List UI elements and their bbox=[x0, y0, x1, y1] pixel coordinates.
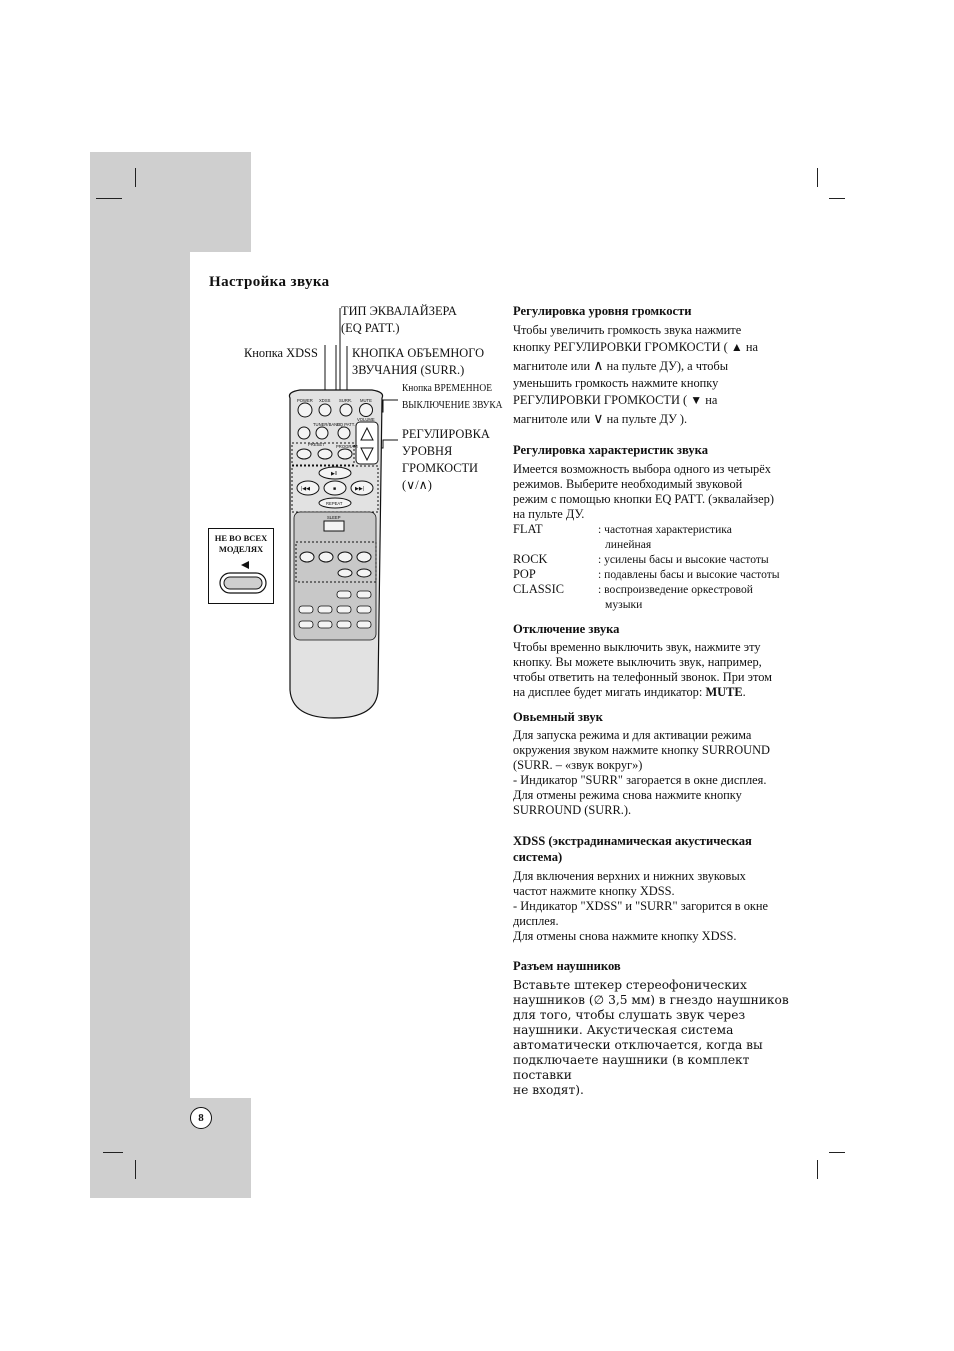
paragraph-line: Чтобы увеличить громкость звука нажмите bbox=[513, 323, 742, 337]
eq-mode-name: POP bbox=[513, 567, 536, 581]
paragraph-line: - Индикатор "SURR" загорается в окне дисплея. bbox=[513, 773, 767, 787]
crop-mark bbox=[135, 168, 136, 187]
paragraph-line: Для отмены режима снова нажмите кнопку bbox=[513, 788, 742, 802]
paragraph-line: автоматически отключается, когда вы bbox=[513, 1038, 763, 1052]
number-button bbox=[357, 606, 371, 613]
section-heading-cont: система) bbox=[513, 850, 563, 864]
svg-text:|◀◀: |◀◀ bbox=[301, 486, 310, 492]
side-band-bottom bbox=[90, 1098, 251, 1198]
section-heading: Регулировка характеристик звука bbox=[513, 443, 708, 457]
paragraph-line: кнопку. Вы можете выключить звук, например, bbox=[513, 655, 762, 669]
tape-button bbox=[338, 569, 352, 577]
sleep-button bbox=[324, 521, 344, 531]
triangle-down-filled-icon: ▼ bbox=[690, 393, 703, 407]
not-all-models-note bbox=[208, 528, 274, 604]
surr-label: SURR. bbox=[339, 398, 353, 403]
paragraph-text: РЕГУЛИРОВКИ ГРОМКОСТИ ( bbox=[513, 393, 688, 407]
page-number: 8 bbox=[190, 1107, 212, 1129]
section-eq bbox=[513, 442, 803, 612]
paragraph-line: не входят). bbox=[513, 1083, 584, 1097]
tape-button bbox=[338, 552, 352, 562]
mute-indicator-text: MUTE bbox=[705, 685, 743, 699]
eq-mode-row bbox=[513, 567, 803, 582]
paragraph-line: подключаете наушники (в комплект поставки bbox=[513, 1053, 750, 1082]
xdss-callout: Кнопка XDSS bbox=[244, 346, 318, 360]
volume-label: VOLUME bbox=[357, 417, 375, 422]
eq-mode-name: FLAT bbox=[513, 522, 543, 536]
volume-callout-1: РЕГУЛИРОВКА bbox=[402, 427, 490, 441]
tuner-band-label: TUNER/BAND bbox=[313, 422, 341, 427]
paragraph-text: на bbox=[705, 393, 718, 407]
note-line-1: НЕ ВО ВСЕХ bbox=[214, 533, 268, 543]
paragraph-line: дисплея. bbox=[513, 914, 559, 928]
paragraph-text: магнитоле или bbox=[513, 359, 591, 373]
caret-down-icon: ∨ bbox=[593, 412, 604, 427]
crop-mark bbox=[829, 1152, 845, 1153]
number-button bbox=[299, 621, 313, 628]
xdss-button bbox=[319, 404, 331, 416]
mute-callout-2: ВЫКЛЮЧЕНИЕ ЗВУКА bbox=[402, 399, 503, 411]
eq-mode-desc-cont: музыки bbox=[605, 598, 643, 611]
eq-mode-row bbox=[513, 582, 803, 612]
left-arrow-icon bbox=[241, 561, 249, 569]
crop-mark bbox=[817, 168, 818, 187]
paragraph-text: кнопку РЕГУЛИРОВКИ ГРОМКОСТИ ( bbox=[513, 340, 728, 354]
tape-button bbox=[357, 569, 371, 577]
number-button bbox=[318, 621, 332, 628]
crop-mark bbox=[817, 1160, 818, 1179]
paragraph-line: Для запуска режима и для активации режима bbox=[513, 728, 752, 742]
program-label: PROGRAM bbox=[336, 444, 358, 449]
number-button bbox=[318, 606, 332, 613]
paragraph-line: наушников (∅ 3,5 мм) в гнездо наушников bbox=[513, 993, 789, 1007]
section-heading: XDSS (экстрадинамическая акустическая bbox=[513, 834, 752, 848]
program-button bbox=[338, 449, 352, 459]
surr-button bbox=[340, 404, 352, 416]
eq-patt-callout-1: ТИП ЭКВАЛАЙЗЕРА bbox=[341, 304, 457, 318]
section-heading: Регулировка уровня громкости bbox=[513, 304, 692, 318]
eq-patt-label: EQ PATT. bbox=[337, 422, 355, 427]
power-button bbox=[298, 403, 312, 417]
side-band-middle bbox=[90, 252, 190, 1098]
eq-patt-callout-2: (EQ PATT.) bbox=[341, 321, 400, 335]
tape-button bbox=[357, 552, 371, 562]
page-title: Настройка звука bbox=[209, 274, 330, 290]
volume-callout-3: ГРОМКОСТИ bbox=[402, 461, 479, 475]
paragraph-line: на пульте ДУ. bbox=[513, 507, 585, 521]
paragraph-line: Имеется возможность выбора одного из четырёх bbox=[513, 462, 771, 476]
section-xdss bbox=[513, 833, 803, 944]
eq-mode-desc: : подавлены басы и высокие частоты bbox=[598, 568, 780, 581]
paragraph-line: для того, чтобы слушать звук через bbox=[513, 1008, 746, 1022]
paragraph-line: (SURR. – «звук вокруг») bbox=[513, 758, 643, 772]
eq-mode-name: CLASSIC bbox=[513, 582, 564, 596]
paragraph-line: окружения звуком нажмите кнопку SURROUND bbox=[513, 743, 770, 757]
eq-mode-name: ROCK bbox=[513, 552, 548, 566]
paragraph-line: SURROUND (SURR.). bbox=[513, 803, 632, 817]
number-button bbox=[337, 621, 351, 628]
paragraph-line: Для включения верхних и нижних звуковых bbox=[513, 869, 746, 883]
tape-button bbox=[300, 552, 314, 562]
preset-label: PRESET bbox=[308, 442, 325, 447]
paragraph-line: Вставьте штекер стереофонических bbox=[513, 978, 747, 992]
period: . bbox=[742, 685, 746, 699]
crop-mark bbox=[135, 1160, 136, 1179]
triangle-up-filled-icon: ▲ bbox=[730, 340, 743, 354]
section-heading: Разъем наушников bbox=[513, 959, 621, 973]
mute-label: MUTE bbox=[360, 398, 372, 403]
paragraph-line: Для отмены снова нажмите кнопку XDSS. bbox=[513, 929, 737, 943]
section-headphones bbox=[513, 958, 803, 1098]
section-heading: Отключение звука bbox=[513, 622, 620, 636]
paragraph-text: магнитоле или bbox=[513, 412, 591, 426]
surr-callout-1: КНОПКА ОБЪЕМНОГО bbox=[352, 346, 485, 360]
caret-up-icon: ∧ bbox=[593, 359, 604, 374]
paragraph-line: режимов. Выберите необходимый звуковой bbox=[513, 477, 743, 491]
number-button bbox=[337, 591, 351, 598]
crop-mark bbox=[103, 1152, 123, 1153]
section-mute bbox=[513, 621, 803, 700]
volume-callout-4: (∨/∧) bbox=[402, 478, 432, 492]
xdss-label: XDSS bbox=[319, 398, 331, 403]
eq-mode-desc: : частотная характеристика bbox=[598, 523, 732, 536]
power-label: POWER bbox=[297, 398, 313, 403]
mute-callout-1: Кнопка ВРЕМЕННОЕ bbox=[402, 382, 493, 394]
paragraph-line: Чтобы временно выключить звук, нажмите эту bbox=[513, 640, 761, 654]
paragraph-line: наушники. Акустическая система bbox=[513, 1023, 734, 1037]
number-button bbox=[299, 606, 313, 613]
number-button bbox=[337, 606, 351, 613]
surr-callout-2: ЗВУЧАНИЯ (SURR.) bbox=[352, 363, 465, 377]
crop-mark bbox=[96, 198, 122, 199]
paragraph-text: на дисплее будет мигать индикатор: bbox=[513, 685, 703, 699]
eq-mode-row bbox=[513, 522, 803, 552]
paragraph-text: на пульте ДУ), а чтобы bbox=[606, 359, 729, 373]
band-button bbox=[316, 427, 328, 439]
eq-mode-desc-cont: линейная bbox=[605, 538, 652, 551]
paragraph-line: чтобы ответить на телефонный звонок. При этом bbox=[513, 670, 772, 684]
svg-text:▶▶|: ▶▶| bbox=[355, 486, 364, 492]
number-button bbox=[357, 591, 371, 598]
paragraph-text: на bbox=[745, 340, 759, 354]
paragraph-line: режим с помощью кнопки EQ PATT. (эквалайзер) bbox=[513, 492, 774, 506]
repeat-label: REPEAT bbox=[326, 501, 343, 506]
section-surround bbox=[513, 709, 803, 818]
note-line-2: МОДЕЛЯХ bbox=[218, 544, 264, 554]
volume-callout-2: УРОВНЯ bbox=[402, 444, 453, 458]
svg-text:▶‖: ▶‖ bbox=[331, 471, 337, 477]
paragraph-line: уменьшить громкость нажмите кнопку bbox=[513, 376, 719, 390]
paragraph-text: на пульте ДУ ). bbox=[606, 412, 688, 426]
paragraph-line: частот нажмите кнопку XDSS. bbox=[513, 884, 675, 898]
eq-patt-button bbox=[338, 427, 350, 439]
eq-mode-desc: : усилены басы и высокие частоты bbox=[598, 553, 769, 566]
preset-minus-button bbox=[297, 449, 311, 459]
tuner-button bbox=[298, 427, 310, 439]
eq-mode-row bbox=[513, 552, 803, 567]
side-band-top bbox=[90, 152, 251, 252]
section-volume bbox=[513, 303, 803, 429]
headphone-jack-drawing bbox=[215, 559, 269, 599]
section-heading: Овьемный звук bbox=[513, 710, 603, 724]
eq-mode-desc: : воспроизведение оркестровой bbox=[598, 583, 753, 596]
tape-button bbox=[319, 552, 333, 562]
paragraph-line: - Индикатор "XDSS" и "SURR" загорится в окне bbox=[513, 899, 769, 913]
preset-plus-button bbox=[318, 449, 332, 459]
crop-mark bbox=[829, 198, 845, 199]
sleep-label: SLEEP bbox=[327, 515, 341, 520]
number-button bbox=[357, 621, 371, 628]
mute-button bbox=[360, 404, 373, 417]
svg-text:■: ■ bbox=[333, 486, 337, 492]
